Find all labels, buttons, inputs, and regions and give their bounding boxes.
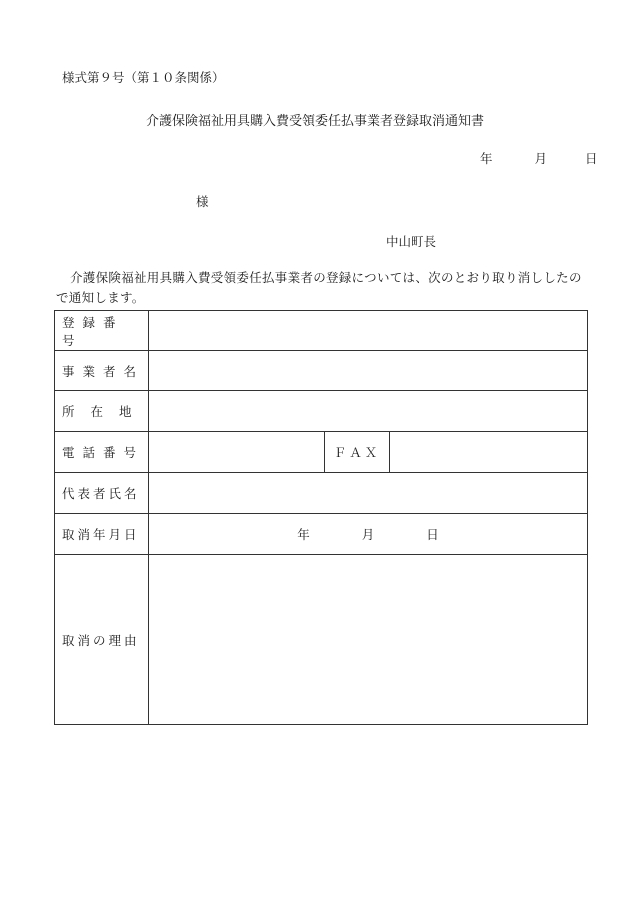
location-label [55,391,149,432]
form-number: 様式第９号（第１０条関係） [62,70,225,85]
table-row-cancel-date [55,514,588,555]
cancel-date-label-value: 取消年月日 [62,527,140,542]
location-label-value: 所在地 [62,404,148,419]
issue-date-year: 年 [480,151,493,166]
cancel-date-label [55,514,149,555]
registration-number-label [55,311,149,351]
issue-date-month: 月 [534,151,547,166]
table-row-phone [55,432,588,473]
phone-field[interactable] [149,432,325,473]
table-row-registration-number [55,311,588,351]
representative-label-value: 代表者氏名 [62,486,140,501]
fax-label [325,432,390,473]
issue-date-day: 日 [584,151,598,166]
table-row-cancel-reason [55,555,588,725]
notice-body-text: 介護保険福祉用具購入費受領委任払事業者の登録については、次のとおり取り消ししたので通知します。 [56,270,582,305]
representative-label [55,473,149,514]
representative-field[interactable] [149,473,588,514]
cancel-date-day: 日 [426,527,439,542]
registration-number-field[interactable] [149,311,588,351]
issuer-name: 中山町長 [386,234,437,249]
fax-label-value: ＦＡＸ [333,445,381,460]
business-name-label-value: 事業者名 [62,363,145,379]
phone-label [55,432,149,473]
registration-number-label-text [62,313,142,349]
table-row-business-name [55,351,588,391]
cancel-reason-field[interactable] [149,555,588,725]
business-name-label [55,351,149,391]
document-title: 介護保険福祉用具購入費受領委任払事業者登録取消通知書 [145,114,484,129]
cancellation-details-table [54,310,588,725]
table-row-representative [55,473,588,514]
cancel-date-month: 月 [361,527,375,542]
addressee-honorific: 様 [196,194,209,209]
fax-field[interactable] [390,432,588,473]
cancel-reason-label [55,555,149,725]
location-field[interactable] [149,391,588,432]
cancel-date-field[interactable] [149,514,588,555]
business-name-field[interactable] [149,351,588,391]
registration-number-label-value: 登録番号 [62,314,124,348]
phone-label-value: 電話番号 [62,445,145,460]
cancel-reason-label-value: 取消の理由 [62,632,140,648]
table-row-location [55,391,588,432]
cancel-date-year: 年 [297,527,310,542]
issue-date [480,149,597,167]
